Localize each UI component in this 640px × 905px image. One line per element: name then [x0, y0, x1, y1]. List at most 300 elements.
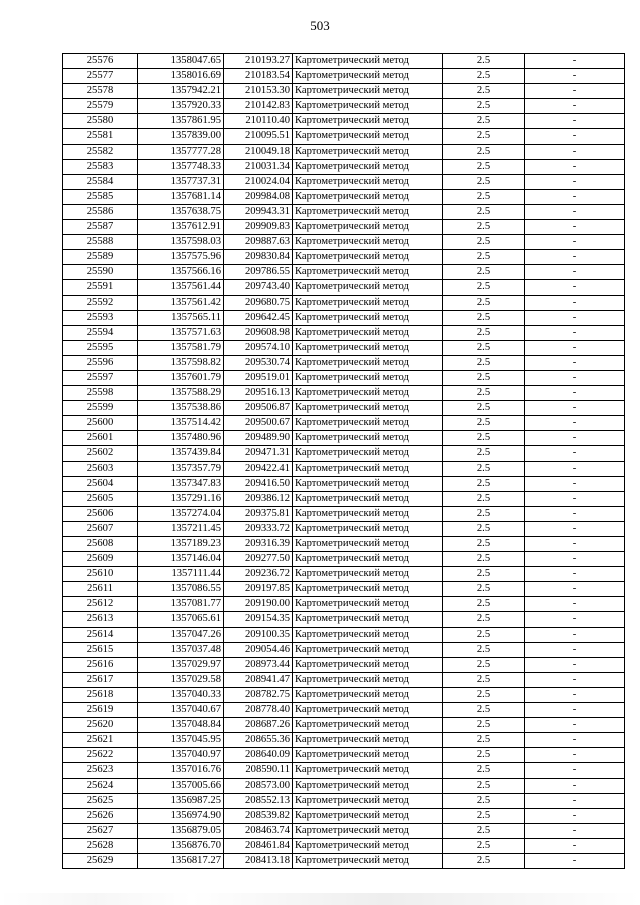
description-cell: -	[525, 129, 625, 144]
accuracy-cell: 2.5	[443, 54, 525, 69]
x-coordinate-cell: 1357189.23	[138, 537, 224, 552]
x-coordinate-cell: 1357081.77	[138, 597, 224, 612]
description-cell: -	[525, 325, 625, 340]
x-coordinate-cell: 1357291.16	[138, 491, 224, 506]
point-number-cell: 25618	[63, 687, 138, 702]
point-number-cell: 25583	[63, 159, 138, 174]
description-cell: -	[525, 612, 625, 627]
description-cell: -	[525, 416, 625, 431]
accuracy-cell: 2.5	[443, 114, 525, 129]
method-cell: Картометрический метод	[293, 174, 443, 189]
table-row	[63, 763, 625, 778]
point-number-cell: 25595	[63, 340, 138, 355]
y-coordinate-cell: 208461.84	[224, 838, 293, 853]
x-coordinate-cell: 1357566.16	[138, 265, 224, 280]
x-coordinate-cell: 1356817.27	[138, 853, 224, 868]
point-number-cell: 25621	[63, 733, 138, 748]
x-coordinate-cell: 1357347.83	[138, 476, 224, 491]
x-coordinate-cell: 1357029.58	[138, 672, 224, 687]
table-row	[63, 69, 625, 84]
point-number-cell: 25620	[63, 718, 138, 733]
method-cell: Картометрический метод	[293, 506, 443, 521]
x-coordinate-cell: 1357514.42	[138, 416, 224, 431]
description-cell: -	[525, 204, 625, 219]
method-cell: Картометрический метод	[293, 672, 443, 687]
y-coordinate-cell: 209277.50	[224, 552, 293, 567]
y-coordinate-cell: 208782.75	[224, 687, 293, 702]
y-coordinate-cell: 209830.84	[224, 250, 293, 265]
table-row	[63, 310, 625, 325]
method-cell: Картометрический метод	[293, 537, 443, 552]
method-cell: Картометрический метод	[293, 265, 443, 280]
table-row	[63, 189, 625, 204]
point-number-cell: 25624	[63, 778, 138, 793]
description-cell: -	[525, 265, 625, 280]
method-cell: Картометрический метод	[293, 416, 443, 431]
y-coordinate-cell: 208655.36	[224, 733, 293, 748]
point-number-cell: 25591	[63, 280, 138, 295]
table-row	[63, 250, 625, 265]
y-coordinate-cell: 208687.26	[224, 718, 293, 733]
method-cell: Картометрический метод	[293, 823, 443, 838]
accuracy-cell: 2.5	[443, 763, 525, 778]
table-row	[63, 235, 625, 250]
point-number-cell: 25598	[63, 386, 138, 401]
table-row	[63, 853, 625, 868]
accuracy-cell: 2.5	[443, 189, 525, 204]
point-number-cell: 25600	[63, 416, 138, 431]
description-cell: -	[525, 84, 625, 99]
x-coordinate-cell: 1357920.33	[138, 99, 224, 114]
accuracy-cell: 2.5	[443, 853, 525, 868]
table-row	[63, 174, 625, 189]
point-number-cell: 25596	[63, 355, 138, 370]
point-number-cell: 25601	[63, 431, 138, 446]
x-coordinate-cell: 1357601.79	[138, 370, 224, 385]
description-cell: -	[525, 220, 625, 235]
point-number-cell: 25602	[63, 446, 138, 461]
x-coordinate-cell: 1357598.82	[138, 355, 224, 370]
method-cell: Картометрический метод	[293, 99, 443, 114]
y-coordinate-cell: 208973.44	[224, 657, 293, 672]
table-row	[63, 370, 625, 385]
x-coordinate-cell: 1357045.95	[138, 733, 224, 748]
point-number-cell: 25623	[63, 763, 138, 778]
description-cell: -	[525, 310, 625, 325]
accuracy-cell: 2.5	[443, 808, 525, 823]
method-cell: Картометрический метод	[293, 129, 443, 144]
description-cell: -	[525, 823, 625, 838]
table-row	[63, 204, 625, 219]
y-coordinate-cell: 209386.12	[224, 491, 293, 506]
method-cell: Картометрический метод	[293, 325, 443, 340]
method-cell: Картометрический метод	[293, 295, 443, 310]
point-number-cell: 25611	[63, 582, 138, 597]
accuracy-cell: 2.5	[443, 159, 525, 174]
x-coordinate-cell: 1357439.84	[138, 446, 224, 461]
page-number: 503	[310, 18, 330, 33]
table-row	[63, 612, 625, 627]
point-number-cell: 25604	[63, 476, 138, 491]
description-cell: -	[525, 446, 625, 461]
point-number-cell: 25619	[63, 703, 138, 718]
point-number-cell: 25608	[63, 537, 138, 552]
x-coordinate-cell: 1357037.48	[138, 642, 224, 657]
y-coordinate-cell: 209422.41	[224, 461, 293, 476]
y-coordinate-cell: 210031.34	[224, 159, 293, 174]
description-cell: -	[525, 250, 625, 265]
y-coordinate-cell: 210110.40	[224, 114, 293, 129]
method-cell: Картометрический метод	[293, 431, 443, 446]
y-coordinate-cell: 209471.31	[224, 446, 293, 461]
y-coordinate-cell: 209608.98	[224, 325, 293, 340]
point-number-cell: 25626	[63, 808, 138, 823]
description-cell: -	[525, 54, 625, 69]
accuracy-cell: 2.5	[443, 552, 525, 567]
description-cell: -	[525, 174, 625, 189]
table-row	[63, 672, 625, 687]
accuracy-cell: 2.5	[443, 416, 525, 431]
description-cell: -	[525, 627, 625, 642]
description-cell: -	[525, 838, 625, 853]
description-cell: -	[525, 657, 625, 672]
table-row	[63, 461, 625, 476]
y-coordinate-cell: 208590.11	[224, 763, 293, 778]
accuracy-cell: 2.5	[443, 521, 525, 536]
y-coordinate-cell: 208539.82	[224, 808, 293, 823]
table-row	[63, 144, 625, 159]
description-cell: -	[525, 401, 625, 416]
y-coordinate-cell: 209316.39	[224, 537, 293, 552]
point-number-cell: 25627	[63, 823, 138, 838]
description-cell: -	[525, 597, 625, 612]
x-coordinate-cell: 1357274.04	[138, 506, 224, 521]
description-cell: -	[525, 718, 625, 733]
accuracy-cell: 2.5	[443, 295, 525, 310]
x-coordinate-cell: 1356974.90	[138, 808, 224, 823]
y-coordinate-cell: 209909.83	[224, 220, 293, 235]
method-cell: Картометрический метод	[293, 69, 443, 84]
x-coordinate-cell: 1357737.31	[138, 174, 224, 189]
point-number-cell: 25580	[63, 114, 138, 129]
description-cell: -	[525, 582, 625, 597]
point-number-cell: 25628	[63, 838, 138, 853]
accuracy-cell: 2.5	[443, 355, 525, 370]
y-coordinate-cell: 209197.85	[224, 582, 293, 597]
point-number-cell: 25606	[63, 506, 138, 521]
x-coordinate-cell: 1357588.29	[138, 386, 224, 401]
accuracy-cell: 2.5	[443, 386, 525, 401]
table-row	[63, 386, 625, 401]
point-number-cell: 25594	[63, 325, 138, 340]
method-cell: Картометрический метод	[293, 657, 443, 672]
point-number-cell: 25622	[63, 748, 138, 763]
method-cell: Картометрический метод	[293, 552, 443, 567]
accuracy-cell: 2.5	[443, 446, 525, 461]
table-row	[63, 808, 625, 823]
y-coordinate-cell: 209489.90	[224, 431, 293, 446]
x-coordinate-cell: 1357086.55	[138, 582, 224, 597]
x-coordinate-cell: 1357040.97	[138, 748, 224, 763]
x-coordinate-cell: 1357571.63	[138, 325, 224, 340]
point-number-cell: 25579	[63, 99, 138, 114]
y-coordinate-cell: 209236.72	[224, 567, 293, 582]
x-coordinate-cell: 1358047.65	[138, 54, 224, 69]
method-cell: Картометрический метод	[293, 838, 443, 853]
accuracy-cell: 2.5	[443, 748, 525, 763]
accuracy-cell: 2.5	[443, 537, 525, 552]
accuracy-cell: 2.5	[443, 582, 525, 597]
table-row	[63, 733, 625, 748]
table-row	[63, 340, 625, 355]
y-coordinate-cell: 210095.51	[224, 129, 293, 144]
description-cell: -	[525, 808, 625, 823]
x-coordinate-cell: 1357040.67	[138, 703, 224, 718]
method-cell: Картометрический метод	[293, 461, 443, 476]
method-cell: Картометрический метод	[293, 370, 443, 385]
accuracy-cell: 2.5	[443, 642, 525, 657]
y-coordinate-cell: 209500.67	[224, 416, 293, 431]
method-cell: Картометрический метод	[293, 159, 443, 174]
point-number-cell: 25603	[63, 461, 138, 476]
x-coordinate-cell: 1357029.97	[138, 657, 224, 672]
method-cell: Картометрический метод	[293, 748, 443, 763]
y-coordinate-cell: 209054.46	[224, 642, 293, 657]
y-coordinate-cell: 209786.55	[224, 265, 293, 280]
method-cell: Картометрический метод	[293, 476, 443, 491]
description-cell: -	[525, 733, 625, 748]
y-coordinate-cell: 209574.10	[224, 340, 293, 355]
y-coordinate-cell: 210193.27	[224, 54, 293, 69]
y-coordinate-cell: 209519.01	[224, 370, 293, 385]
table-row	[63, 718, 625, 733]
table-row	[63, 703, 625, 718]
point-number-cell: 25578	[63, 84, 138, 99]
accuracy-cell: 2.5	[443, 597, 525, 612]
coordinates-table	[62, 53, 625, 869]
point-number-cell: 25584	[63, 174, 138, 189]
description-cell: -	[525, 703, 625, 718]
description-cell: -	[525, 763, 625, 778]
accuracy-cell: 2.5	[443, 838, 525, 853]
description-cell: -	[525, 340, 625, 355]
table-row	[63, 355, 625, 370]
x-coordinate-cell: 1357040.33	[138, 687, 224, 702]
method-cell: Картометрический метод	[293, 808, 443, 823]
y-coordinate-cell: 209530.74	[224, 355, 293, 370]
accuracy-cell: 2.5	[443, 69, 525, 84]
accuracy-cell: 2.5	[443, 84, 525, 99]
x-coordinate-cell: 1357681.14	[138, 189, 224, 204]
point-number-cell: 25612	[63, 597, 138, 612]
accuracy-cell: 2.5	[443, 431, 525, 446]
table-row	[63, 295, 625, 310]
description-cell: -	[525, 793, 625, 808]
table-row	[63, 491, 625, 506]
accuracy-cell: 2.5	[443, 370, 525, 385]
accuracy-cell: 2.5	[443, 823, 525, 838]
point-number-cell: 25581	[63, 129, 138, 144]
description-cell: -	[525, 99, 625, 114]
x-coordinate-cell: 1357146.04	[138, 552, 224, 567]
y-coordinate-cell: 209887.63	[224, 235, 293, 250]
method-cell: Картометрический метод	[293, 793, 443, 808]
table-row	[63, 642, 625, 657]
x-coordinate-cell: 1357561.42	[138, 295, 224, 310]
description-cell: -	[525, 159, 625, 174]
table-row	[63, 567, 625, 582]
point-number-cell: 25607	[63, 521, 138, 536]
method-cell: Картометрический метод	[293, 340, 443, 355]
method-cell: Картометрический метод	[293, 310, 443, 325]
accuracy-cell: 2.5	[443, 733, 525, 748]
y-coordinate-cell: 208413.18	[224, 853, 293, 868]
x-coordinate-cell: 1357612.91	[138, 220, 224, 235]
table-row	[63, 537, 625, 552]
method-cell: Картометрический метод	[293, 386, 443, 401]
accuracy-cell: 2.5	[443, 174, 525, 189]
accuracy-cell: 2.5	[443, 506, 525, 521]
point-number-cell: 25617	[63, 672, 138, 687]
method-cell: Картометрический метод	[293, 280, 443, 295]
x-coordinate-cell: 1357048.84	[138, 718, 224, 733]
accuracy-cell: 2.5	[443, 144, 525, 159]
description-cell: -	[525, 521, 625, 536]
accuracy-cell: 2.5	[443, 476, 525, 491]
accuracy-cell: 2.5	[443, 627, 525, 642]
accuracy-cell: 2.5	[443, 567, 525, 582]
point-number-cell: 25587	[63, 220, 138, 235]
x-coordinate-cell: 1357538.86	[138, 401, 224, 416]
accuracy-cell: 2.5	[443, 793, 525, 808]
x-coordinate-cell: 1357005.66	[138, 778, 224, 793]
accuracy-cell: 2.5	[443, 612, 525, 627]
method-cell: Картометрический метод	[293, 189, 443, 204]
y-coordinate-cell: 210183.54	[224, 69, 293, 84]
accuracy-cell: 2.5	[443, 325, 525, 340]
description-cell: -	[525, 355, 625, 370]
table-row	[63, 506, 625, 521]
accuracy-cell: 2.5	[443, 703, 525, 718]
table-row	[63, 838, 625, 853]
x-coordinate-cell: 1357211.45	[138, 521, 224, 536]
y-coordinate-cell: 208941.47	[224, 672, 293, 687]
description-cell: -	[525, 280, 625, 295]
y-coordinate-cell: 210049.18	[224, 144, 293, 159]
accuracy-cell: 2.5	[443, 310, 525, 325]
point-number-cell: 25597	[63, 370, 138, 385]
y-coordinate-cell: 209984.08	[224, 189, 293, 204]
x-coordinate-cell: 1357839.00	[138, 129, 224, 144]
y-coordinate-cell: 209743.40	[224, 280, 293, 295]
description-cell: -	[525, 687, 625, 702]
table-row	[63, 54, 625, 69]
description-cell: -	[525, 491, 625, 506]
method-cell: Картометрический метод	[293, 446, 443, 461]
point-number-cell: 25586	[63, 204, 138, 219]
table-row	[63, 597, 625, 612]
accuracy-cell: 2.5	[443, 220, 525, 235]
point-number-cell: 25615	[63, 642, 138, 657]
method-cell: Картометрический метод	[293, 733, 443, 748]
accuracy-cell: 2.5	[443, 401, 525, 416]
point-number-cell: 25590	[63, 265, 138, 280]
description-cell: -	[525, 370, 625, 385]
description-cell: -	[525, 235, 625, 250]
description-cell: -	[525, 461, 625, 476]
description-cell: -	[525, 114, 625, 129]
accuracy-cell: 2.5	[443, 340, 525, 355]
x-coordinate-cell: 1357748.33	[138, 159, 224, 174]
x-coordinate-cell: 1356879.05	[138, 823, 224, 838]
y-coordinate-cell: 209416.50	[224, 476, 293, 491]
accuracy-cell: 2.5	[443, 778, 525, 793]
method-cell: Картометрический метод	[293, 355, 443, 370]
x-coordinate-cell: 1357638.75	[138, 204, 224, 219]
table-row	[63, 220, 625, 235]
description-cell: -	[525, 506, 625, 521]
accuracy-cell: 2.5	[443, 672, 525, 687]
y-coordinate-cell: 209190.00	[224, 597, 293, 612]
table-row	[63, 325, 625, 340]
method-cell: Картометрический метод	[293, 582, 443, 597]
y-coordinate-cell: 208640.09	[224, 748, 293, 763]
y-coordinate-cell: 208552.13	[224, 793, 293, 808]
point-number-cell: 25625	[63, 793, 138, 808]
table-row	[63, 521, 625, 536]
method-cell: Картометрический метод	[293, 54, 443, 69]
table-row	[63, 823, 625, 838]
accuracy-cell: 2.5	[443, 250, 525, 265]
x-coordinate-cell: 1357065.61	[138, 612, 224, 627]
accuracy-cell: 2.5	[443, 235, 525, 250]
method-cell: Картометрический метод	[293, 627, 443, 642]
x-coordinate-cell: 1357047.26	[138, 627, 224, 642]
x-coordinate-cell: 1357016.76	[138, 763, 224, 778]
table-body	[63, 54, 625, 869]
x-coordinate-cell: 1357480.96	[138, 431, 224, 446]
description-cell: -	[525, 476, 625, 491]
method-cell: Картометрический метод	[293, 687, 443, 702]
y-coordinate-cell: 209642.45	[224, 310, 293, 325]
method-cell: Картометрический метод	[293, 703, 443, 718]
point-number-cell: 25610	[63, 567, 138, 582]
method-cell: Картометрический метод	[293, 204, 443, 219]
method-cell: Картометрический метод	[293, 763, 443, 778]
point-number-cell: 25616	[63, 657, 138, 672]
point-number-cell: 25576	[63, 54, 138, 69]
y-coordinate-cell: 210024.04	[224, 174, 293, 189]
point-number-cell: 25585	[63, 189, 138, 204]
x-coordinate-cell: 1358016.69	[138, 69, 224, 84]
method-cell: Картометрический метод	[293, 597, 443, 612]
description-cell: -	[525, 295, 625, 310]
method-cell: Картометрический метод	[293, 144, 443, 159]
x-coordinate-cell: 1357561.44	[138, 280, 224, 295]
table-row	[63, 476, 625, 491]
point-number-cell: 25614	[63, 627, 138, 642]
table-row	[63, 159, 625, 174]
x-coordinate-cell: 1357575.96	[138, 250, 224, 265]
description-cell: -	[525, 69, 625, 84]
description-cell: -	[525, 431, 625, 446]
description-cell: -	[525, 144, 625, 159]
scan-edge	[0, 893, 640, 905]
description-cell: -	[525, 853, 625, 868]
table-row	[63, 129, 625, 144]
table-row	[63, 401, 625, 416]
y-coordinate-cell: 210142.83	[224, 99, 293, 114]
